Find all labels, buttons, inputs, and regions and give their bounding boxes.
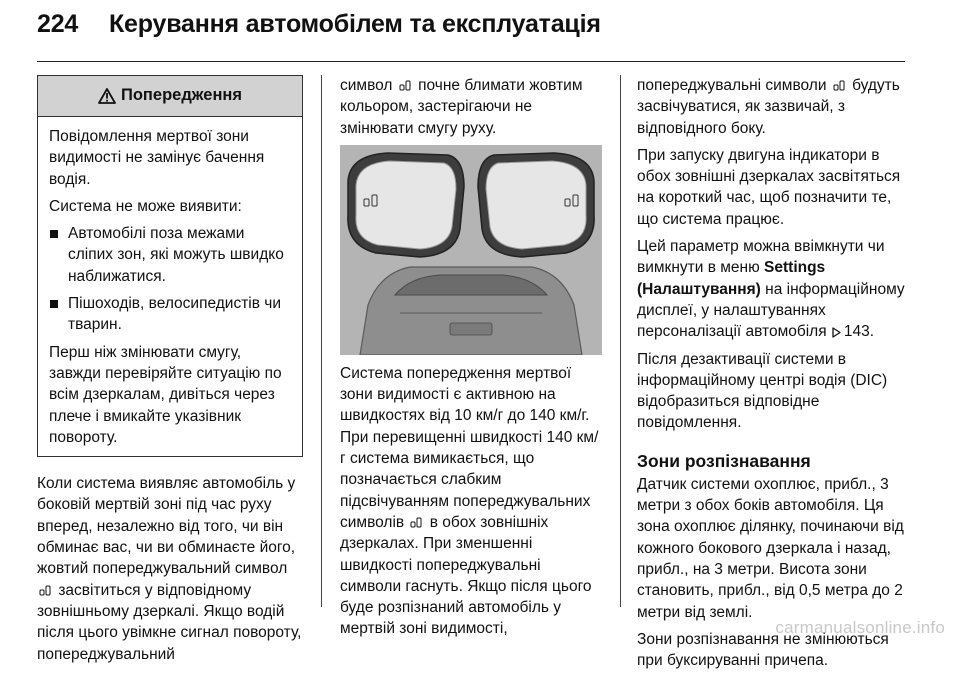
warning-text: Повідомлення мертвої зони видимості не замінує бачення водія.: [49, 128, 265, 188]
header-rule: [37, 61, 905, 62]
body-paragraph: При запуску двигуна індикатори в обох зовнішні дзеркалах засвітяться на короткий час, щоб позначити те, що система працює.: [637, 146, 901, 228]
body-text: символ: [340, 77, 393, 94]
body-paragraph: [340, 75, 602, 139]
warning-header: [38, 76, 302, 117]
blind-spot-car-icon: [410, 516, 423, 529]
column-divider: [620, 75, 621, 607]
bullet-square-icon: [50, 300, 58, 308]
column-3: [637, 75, 909, 677]
page-header: [37, 10, 601, 39]
list-item: [49, 293, 292, 336]
section-heading: Зони розпізнавання: [637, 450, 811, 471]
warning-text: Перш ніж змінювати смугу, завжди перевіряйте ситуацію по всім дзеркалам, дивіться через плече і вмикайте указівник повороту.: [49, 343, 282, 446]
body-paragraph: [637, 236, 909, 342]
column-2: [340, 75, 602, 646]
body-text: на інформаційному дисплеї, у налаштуваннях персоналізації автомобіля: [637, 280, 905, 341]
column-divider: [321, 75, 322, 607]
page-reference-arrow-icon: [832, 327, 841, 338]
list-item-text: Автомобілі поза межами сліпих зон, які можуть швидко наближатися.: [68, 225, 284, 285]
warning-box: [37, 75, 303, 457]
warning-body: [38, 117, 302, 456]
body-paragraph: Датчик системи охоплює, прибл., 3 метри з обох боків автомобіля. Ця зона охоплює ділянку, починаючи від кожного бокового дзеркала і назад, прибл., на 3 метри. Висота зони становить, прибл., від 0,5 метра до 2 метри від землі.: [637, 475, 904, 621]
body-text: засвітиться у відповідному зовнішньому дзеркалі. Якщо водій після цього увімкне сигнал повороту, попереджувальний: [37, 581, 302, 663]
body-paragraph: Зони розпізнавання не змінюються при буксируванні причепа.: [637, 630, 889, 670]
body-paragraph: [340, 363, 602, 640]
page-title: Керування автомобілем та експлуатація: [109, 10, 601, 38]
blind-spot-car-icon: [39, 584, 52, 597]
list-item-text: Пішоходів, велосипедистів чи тварин.: [68, 295, 282, 334]
blind-spot-car-icon: [833, 79, 846, 92]
body-text: почне блимати жовтим кольором, застерігаючи не змінювати смугу руху.: [340, 77, 583, 137]
watermark: carmanualsonline.info: [775, 618, 945, 637]
body-paragraph: Після дезактивації системи в інформаційному центрі водія (DIC) відобразиться відповідне повідомлення.: [637, 350, 888, 432]
list-item: [49, 223, 292, 287]
bullet-square-icon: [50, 230, 58, 238]
body-text: Коли система виявляє автомобіль у боковій мертвій зоні під час руху вперед, незалежно від того, чи він обминає вас, чи ви обминаєте його, жовтий попереджувальний символ: [37, 475, 296, 578]
body-text: Цей параметр можна ввімкнути чи вимкнути в меню: [637, 238, 885, 277]
body-paragraph: [637, 75, 909, 139]
warning-text: Система не може виявити:: [49, 197, 242, 215]
body-text: в обох зовнішніх дзеркалах. При зменшенні швидкості попереджувальні символи гаснуть. Якщо після цього буде розпізнаний автомобіль у мертвій зоні видимості,: [340, 513, 592, 638]
settings-menu-label: Settings (Налаштування): [637, 259, 826, 298]
body-text: будуть засвічуватися, як зазвичай, з відповідного боку.: [637, 77, 900, 137]
body-text: Система попередження мертвої зони видимості є активною на швидкостях від 10 км/г до 140 км/г. При перевищенні швидкості 140 км/г система вимикається, що позначається слабким підсвічуванням попереджувальних символів: [340, 364, 599, 531]
page-number: 224: [37, 10, 79, 38]
body-text: попереджувальні символи: [637, 77, 827, 94]
page-reference-link[interactable]: 143.: [843, 323, 875, 341]
column-1: [37, 75, 303, 671]
warning-title: Попередження: [120, 86, 243, 105]
side-mirrors-illustration: [340, 145, 602, 355]
body-paragraph: [37, 473, 303, 665]
blind-spot-car-icon: [399, 79, 412, 92]
warning-triangle-icon: [98, 88, 116, 104]
